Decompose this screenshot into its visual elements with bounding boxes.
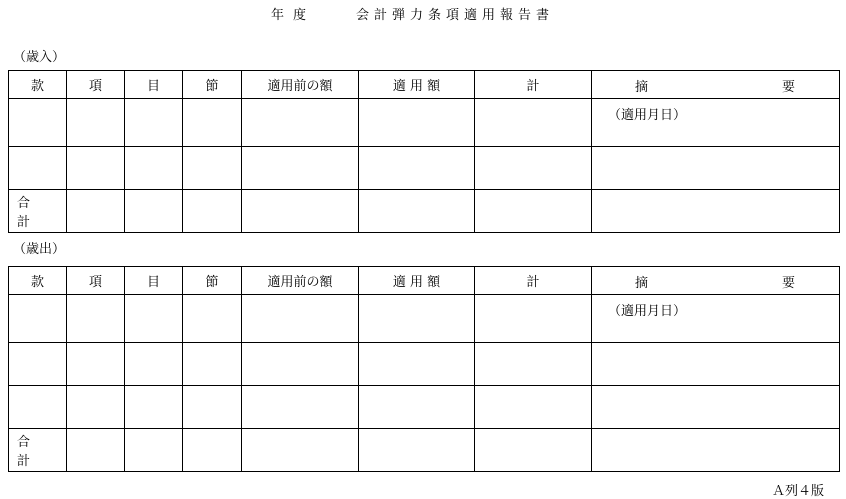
cell-moku[interactable]	[125, 190, 183, 233]
cell-moku[interactable]	[125, 147, 183, 190]
cell-total[interactable]	[475, 147, 592, 190]
table-row	[9, 295, 840, 343]
cell-applied-amount[interactable]	[359, 386, 475, 429]
cell-moku[interactable]	[125, 429, 183, 472]
header-summary-2: 要	[782, 276, 796, 291]
cell-kan[interactable]	[9, 147, 67, 190]
total-row	[9, 190, 840, 233]
cell-kou[interactable]	[67, 343, 125, 386]
cell-kan[interactable]	[9, 386, 67, 429]
cell-kou[interactable]	[67, 147, 125, 190]
cell-total[interactable]	[475, 190, 592, 233]
header-kan: 款	[9, 267, 67, 295]
cell-setsu[interactable]	[183, 147, 242, 190]
expenditure-table	[8, 266, 840, 472]
cell-summary[interactable]	[592, 343, 840, 386]
report-title: 会計弾力条項適用報告書	[356, 8, 555, 23]
cell-summary-date-note[interactable]: （適用月日）	[592, 295, 840, 343]
header-total: 計	[475, 71, 592, 99]
cell-applied-amount[interactable]	[359, 190, 475, 233]
header-moku: 目	[125, 71, 183, 99]
header-applied-amount: 適 用 額	[359, 267, 475, 295]
header-summary	[592, 267, 840, 295]
cell-before-amount[interactable]	[242, 343, 359, 386]
cell-moku[interactable]	[125, 386, 183, 429]
cell-setsu[interactable]	[183, 190, 242, 233]
header-setsu: 節	[183, 71, 242, 99]
cell-total[interactable]	[475, 99, 592, 147]
cell-moku[interactable]	[125, 99, 183, 147]
header-summary-1: 摘	[635, 80, 649, 95]
paper-size-note: Ａ列４版	[771, 484, 824, 499]
cell-before-amount[interactable]	[242, 429, 359, 472]
revenue-table	[8, 70, 840, 233]
total-row	[9, 429, 840, 472]
cell-summary[interactable]	[592, 386, 840, 429]
revenue-header-row	[9, 71, 840, 99]
table-row	[9, 343, 840, 386]
cell-total[interactable]	[475, 295, 592, 343]
header-moku: 目	[125, 267, 183, 295]
cell-summary[interactable]	[592, 190, 840, 233]
cell-before-amount[interactable]	[242, 147, 359, 190]
table-row	[9, 386, 840, 429]
header-before-amount: 適用前の額	[242, 267, 359, 295]
header-summary-1: 摘	[635, 276, 649, 291]
header-setsu: 節	[183, 267, 242, 295]
cell-setsu[interactable]	[183, 99, 242, 147]
cell-kan[interactable]	[9, 343, 67, 386]
cell-summary[interactable]	[592, 147, 840, 190]
report-era-label: 年度	[271, 8, 316, 23]
total-label: 合計	[9, 429, 67, 472]
cell-setsu[interactable]	[183, 386, 242, 429]
cell-total[interactable]	[475, 343, 592, 386]
total-label: 合計	[9, 190, 67, 233]
table-row	[9, 99, 840, 147]
header-before-amount: 適用前の額	[242, 71, 359, 99]
cell-summary-date-note[interactable]: （適用月日）	[592, 99, 840, 147]
cell-moku[interactable]	[125, 295, 183, 343]
cell-before-amount[interactable]	[242, 190, 359, 233]
header-summary	[592, 71, 840, 99]
header-applied-amount: 適 用 額	[359, 71, 475, 99]
cell-applied-amount[interactable]	[359, 99, 475, 147]
cell-kan[interactable]	[9, 99, 67, 147]
cell-kou[interactable]	[67, 190, 125, 233]
cell-applied-amount[interactable]	[359, 429, 475, 472]
cell-applied-amount[interactable]	[359, 343, 475, 386]
cell-moku[interactable]	[125, 343, 183, 386]
cell-total[interactable]	[475, 429, 592, 472]
table-row	[9, 147, 840, 190]
cell-before-amount[interactable]	[242, 386, 359, 429]
cell-applied-amount[interactable]	[359, 147, 475, 190]
cell-kou[interactable]	[67, 295, 125, 343]
header-kan: 款	[9, 71, 67, 99]
cell-kan[interactable]	[9, 295, 67, 343]
header-total: 計	[475, 267, 592, 295]
header-summary-2: 要	[782, 80, 796, 95]
expenditure-header-row	[9, 267, 840, 295]
cell-before-amount[interactable]	[242, 295, 359, 343]
cell-summary[interactable]	[592, 429, 840, 472]
expenditure-section-label: （歳出）	[13, 242, 66, 257]
header-kou: 項	[67, 71, 125, 99]
cell-before-amount[interactable]	[242, 99, 359, 147]
cell-setsu[interactable]	[183, 343, 242, 386]
revenue-section-label: （歳入）	[13, 50, 66, 65]
cell-kou[interactable]	[67, 429, 125, 472]
cell-kou[interactable]	[67, 99, 125, 147]
cell-setsu[interactable]	[183, 295, 242, 343]
cell-kou[interactable]	[67, 386, 125, 429]
cell-setsu[interactable]	[183, 429, 242, 472]
cell-total[interactable]	[475, 386, 592, 429]
cell-applied-amount[interactable]	[359, 295, 475, 343]
header-kou: 項	[67, 267, 125, 295]
